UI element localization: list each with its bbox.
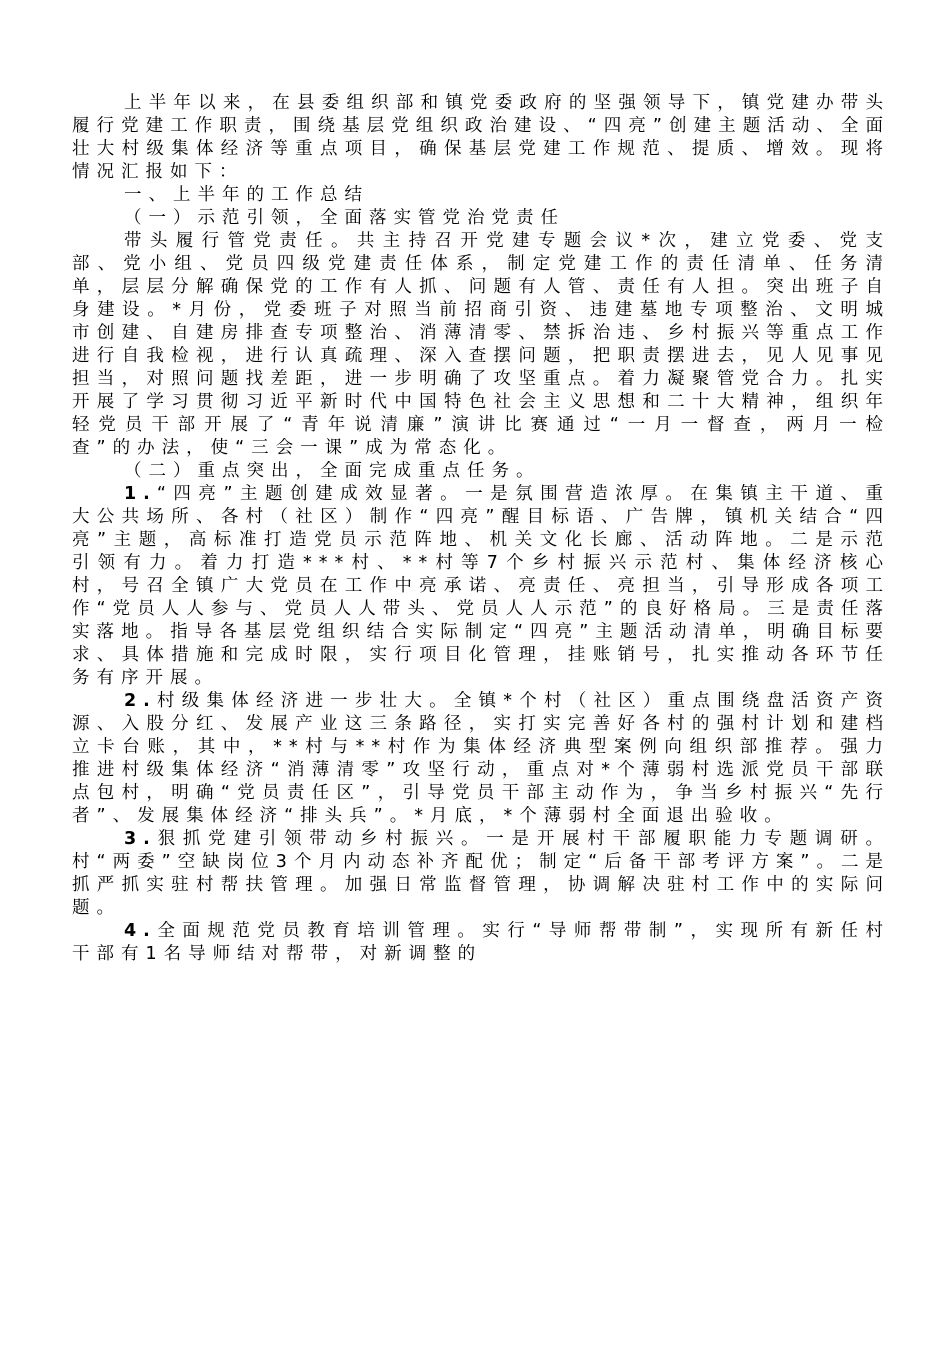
item-2-text: 村级集体经济进一步壮大。全镇*个村（社区）重点围绕盘活资产资源、入股分红、发展产业这三条路径，实打实完善好各村的强村计划和建档立卡台账，其中，**村与**村作为集体经济典型案例向组织部推荐。强力推进村级集体经济“消薄清零”攻坚行动，重点对*个薄弱村选派党员干部联点包村，明确“党员责任区”，引导党员干部主动作为，争当乡村振兴“先行者”、发展集体经济“排头兵”。*月底，*个薄弱村全面退出验收。 bbox=[72, 691, 890, 826]
item-3-paragraph bbox=[72, 828, 890, 920]
item-1-text: “四亮”主题创建成效显著。一是氛围营造浓厚。在集镇主干道、重大公共场所、各村（社区）制作“四亮”醒目标语、广告牌，镇机关结合“四亮”主题，高标准打造党员示范阵地、机关文化长廊、活动阵地。二是示范引领有力。着力打造***村、**村等7个乡村振兴示范村、集体经济核心村，号召全镇广大党员在工作中亮承诺、亮责任、亮担当，引导形成各项工作“党员人人参与、党员人人带头、党员人人示范”的良好格局。三是责任落实落地。指导各基层党组织结合实际制定“四亮”主题活动清单，明确目标要求、具体措施和完成时限，实行项目化管理，挂账销号，扎实推动各环节任务有序开展。 bbox=[72, 484, 890, 688]
subsection-1-paragraph: 带头履行管党责任。共主持召开党建专题会议*次，建立党委、党支部、党小组、党员四级党建责任体系，制定党建工作的责任清单、任务清单，层层分解确保党的工作有人抓、问题有人管、责任有人担。突出班子自身建设。*月份，党委班子对照当前招商引资、违建墓地专项整治、文明城市创建、自建房排查专项整治、消薄清零、禁拆治违、乡村振兴等重点工作进行自我检视，进行认真疏理、深入查摆问题，把职责摆进去，见人见事见担当，对照问题找差距，进一步明确了攻坚重点。着力凝聚管党合力。扎实开展了学习贯彻习近平新时代中国特色社会主义思想和二十大精神，组织年轻党员干部开展了“青年说清廉”演讲比赛通过“一月一督查，两月一检查”的办法，使“三会一课”成为常态化。 bbox=[72, 231, 890, 458]
item-2-paragraph bbox=[72, 690, 890, 828]
item-1-number: 1. bbox=[124, 484, 157, 504]
subsection-heading-1: （一）示范引领，全面落实管党治党责任 bbox=[124, 208, 565, 228]
item-2-number: 2. bbox=[124, 691, 157, 711]
intro-paragraph: 上半年以来，在县委组织部和镇党委政府的坚强领导下，镇党建办带头履行党建工作职责，围绕基层党组织政治建设、“四亮”创建主题活动、全面壮大村级集体经济等重点项目，确保基层党建工作规范、提质、增效。现将情况汇报如下： bbox=[72, 93, 890, 182]
item-3-text: 狠抓党建引领带动乡村振兴。一是开展村干部履职能力专题调研。村“两委”空缺岗位3个月内动态补齐配优；制定“后备干部考评方案”。二是抓严抓实驻村帮扶管理。加强日常监督管理，协调解决驻村工作中的实际问题。 bbox=[72, 829, 890, 918]
subsection-heading-2: （二）重点突出，全面完成重点任务。 bbox=[124, 461, 541, 481]
item-4-paragraph bbox=[72, 920, 890, 966]
item-4-text: 全面规范党员教育培训管理。实行“导师帮带制”，实现所有新任村干部有1名导师结对帮带，对新调整的 bbox=[72, 921, 890, 964]
item-3-number: 3. bbox=[124, 829, 157, 849]
item-4-number: 4. bbox=[124, 921, 157, 941]
item-1-paragraph bbox=[72, 483, 890, 690]
section-heading: 一、上半年的工作总结 bbox=[124, 185, 369, 205]
document-body bbox=[72, 92, 890, 966]
